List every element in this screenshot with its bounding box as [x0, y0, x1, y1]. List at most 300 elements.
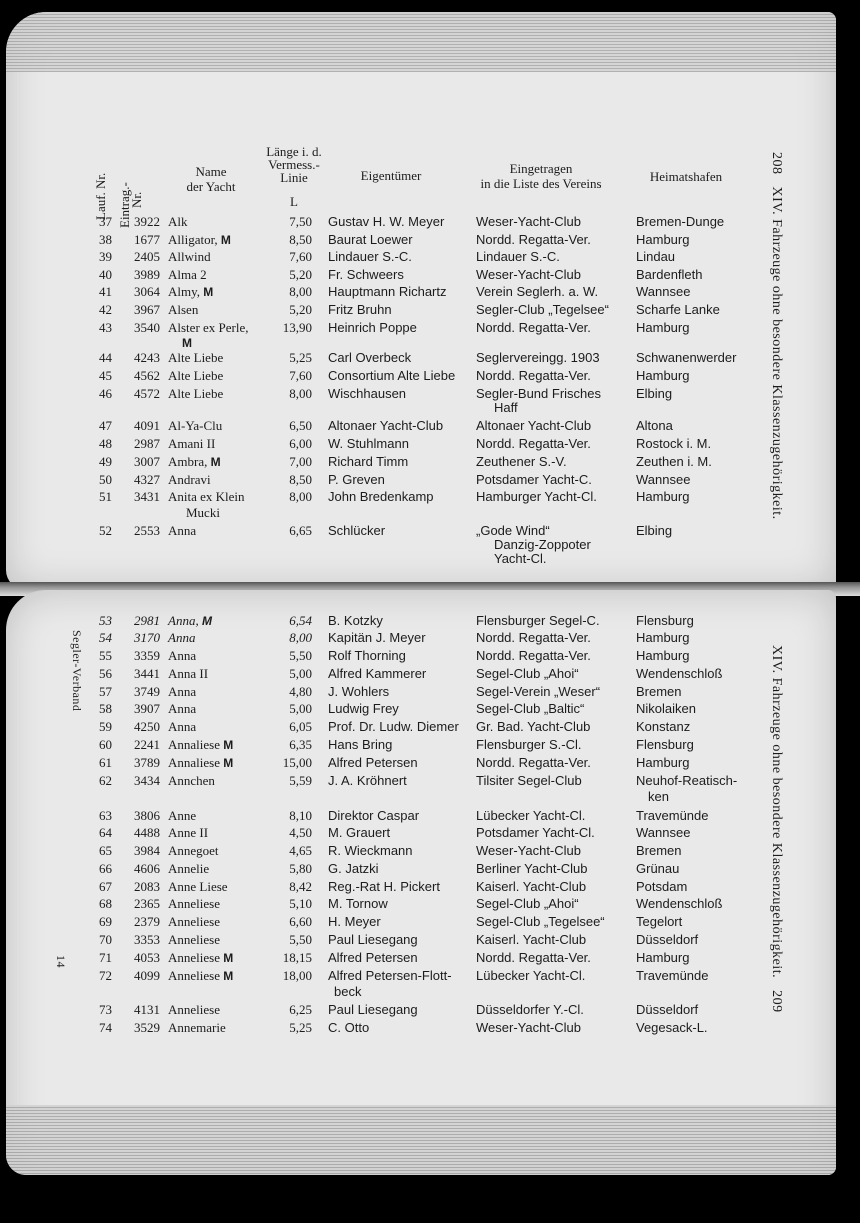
- home-harbor: Düsseldorf: [636, 932, 699, 947]
- owner: Hauptmann Richartz: [328, 284, 447, 299]
- club: Lindauer S.-C.: [476, 249, 560, 264]
- home-harbor: Bremen: [636, 843, 682, 858]
- club: Segel-Club „Baltic“: [476, 701, 585, 716]
- club: Flensburger S.-Cl.: [476, 737, 582, 752]
- club: Lübecker Yacht-Cl.: [476, 968, 586, 983]
- header-laenge-3: Linie: [280, 170, 308, 185]
- entry-number: 3789: [134, 755, 160, 770]
- club: Tilsiter Segel-Club: [476, 773, 582, 788]
- entry-number: 3984: [134, 843, 160, 858]
- home-harbor: Schwanenwerder: [636, 350, 737, 365]
- home-harbor: Elbing: [636, 523, 673, 538]
- page-209: [6, 590, 836, 1175]
- row-number: 59: [99, 719, 112, 734]
- owner: Reg.-Rat H. Pickert: [328, 879, 440, 894]
- club: Kaiserl. Yacht-Club: [476, 932, 587, 947]
- club: Segler-Club „Tegelsee“: [476, 302, 609, 317]
- motor-mark: M: [201, 614, 212, 628]
- owner: Consortium Alte Liebe: [328, 368, 456, 383]
- club-cont: Yacht-Cl.: [494, 551, 547, 566]
- entry-number: 2987: [134, 436, 160, 451]
- home-harbor: Bremen: [636, 684, 682, 699]
- home-harbor: Hamburg: [636, 950, 690, 965]
- entry-number: 3529: [134, 1020, 160, 1035]
- length-value: 6,60: [289, 914, 312, 929]
- owner: Fritz Bruhn: [328, 302, 392, 317]
- home-harbor: Travemünde: [636, 808, 709, 823]
- home-harbor: Wendenschloß: [636, 666, 723, 681]
- home-harbor: Travemünde: [636, 968, 709, 983]
- club: Segel-Club „Ahoi“: [476, 896, 579, 911]
- home-harbor: Lindau: [636, 249, 676, 264]
- home-harbor: Hamburg: [636, 320, 690, 335]
- owner: Wischhausen: [328, 386, 407, 401]
- club: Altonaer Yacht-Club: [476, 418, 592, 433]
- yacht-name: Anneliese M: [168, 950, 234, 965]
- row-number: 67: [99, 879, 112, 894]
- club: Nordd. Regatta-Ver.: [476, 648, 591, 663]
- row-number: 37: [99, 214, 112, 229]
- entry-number: 3441: [134, 666, 160, 681]
- entry-number: 2553: [134, 523, 160, 538]
- length-value: 6,54: [289, 613, 312, 628]
- row-number: 65: [99, 843, 112, 858]
- length-value: 18,00: [282, 968, 312, 983]
- length-value: 7,50: [289, 214, 312, 229]
- length-value: 5,20: [289, 302, 312, 317]
- yacht-name: Annemarie: [168, 1020, 226, 1035]
- header-eingetragen-2: in die Liste des Vereins: [480, 176, 602, 191]
- entry-number: 4606: [134, 861, 160, 876]
- yacht-name: Anna: [168, 648, 197, 663]
- owner: H. Meyer: [328, 914, 381, 929]
- entry-number: 2365: [134, 896, 160, 911]
- home-harbor: Grünau: [636, 861, 680, 876]
- yacht-name: Anne Liese: [168, 879, 228, 894]
- motor-mark: M: [223, 969, 234, 983]
- row-number: 49: [99, 454, 112, 469]
- row-number: 61: [99, 755, 112, 770]
- motor-mark: M: [223, 951, 234, 965]
- row-number: 48: [99, 436, 112, 451]
- club: Potsdamer Yacht-C.: [476, 472, 592, 487]
- entry-number: 3989: [134, 267, 160, 282]
- home-harbor: Wannsee: [636, 825, 691, 840]
- home-harbor: Düsseldorf: [636, 1002, 699, 1017]
- yacht-name: Anna: [168, 523, 197, 538]
- row-number: 53: [99, 613, 112, 628]
- length-value: 8,42: [289, 879, 312, 894]
- entry-number: 3170: [134, 630, 160, 645]
- yacht-name: Anne II: [168, 825, 209, 840]
- motor-mark: M: [182, 336, 192, 350]
- club: Nordd. Regatta-Ver.: [476, 436, 591, 451]
- home-harbor: Nikolaiken: [636, 701, 696, 716]
- length-value: 5,25: [289, 1020, 312, 1035]
- row-number: 57: [99, 684, 112, 699]
- club: Düsseldorfer Y.-Cl.: [476, 1002, 584, 1017]
- home-harbor: Altona: [636, 418, 673, 433]
- home-harbor: Scharfe Lanke: [636, 302, 720, 317]
- yacht-name: Anneliese: [168, 896, 220, 911]
- length-value: 5,80: [289, 861, 312, 876]
- home-harbor: Hamburg: [636, 489, 690, 504]
- entry-number: 4091: [134, 418, 160, 433]
- home-harbor: Rostock i. M.: [636, 436, 712, 451]
- motor-mark: M: [210, 455, 221, 469]
- entry-number: 2405: [134, 249, 160, 264]
- club: Potsdamer Yacht-Cl.: [476, 825, 595, 840]
- yacht-name: Alma 2: [168, 267, 207, 282]
- club: Weser-Yacht-Club: [476, 214, 581, 229]
- home-harbor-cont: ken: [648, 789, 669, 804]
- running-title-209: [768, 645, 784, 1013]
- row-number: 72: [99, 968, 112, 983]
- owner: Altonaer Yacht-Club: [328, 418, 444, 433]
- club: Verein Seglerh. a. W.: [476, 284, 599, 299]
- yacht-name: Alk: [168, 214, 188, 229]
- row-number: 45: [99, 368, 112, 383]
- home-harbor: Wannsee: [636, 472, 691, 487]
- home-harbor: Flensburg: [636, 613, 694, 628]
- club: Nordd. Regatta-Ver.: [476, 755, 591, 770]
- length-value: 7,00: [289, 454, 312, 469]
- yacht-name: Alte Liebe: [168, 368, 224, 383]
- length-value: 6,00: [289, 436, 312, 451]
- row-number: 51: [99, 489, 112, 504]
- row-number: 46: [99, 386, 112, 401]
- owner: Direktor Caspar: [328, 808, 420, 823]
- page-edges-bottom: [6, 1105, 836, 1175]
- owner: Heinrich Poppe: [328, 320, 417, 335]
- entry-number: 4250: [134, 719, 160, 734]
- row-number: 41: [99, 284, 112, 299]
- club: Nordd. Regatta-Ver.: [476, 320, 591, 335]
- club: Gr. Bad. Yacht-Club: [476, 719, 591, 734]
- header-eintrag-nr-1: Eintrag.-: [117, 182, 132, 228]
- club: Segler-Bund Frisches: [476, 386, 601, 401]
- club: Segel-Verein „Weser“: [476, 684, 601, 699]
- row-number: 47: [99, 418, 112, 433]
- home-harbor: Hamburg: [636, 630, 690, 645]
- entry-number: 3353: [134, 932, 160, 947]
- club: Segel-Club „Ahoi“: [476, 666, 579, 681]
- length-value: 6,05: [289, 719, 312, 734]
- length-value: 4,80: [289, 684, 312, 699]
- owner: John Bredenkamp: [328, 489, 434, 504]
- owner: Alfred Petersen: [328, 755, 418, 770]
- row-number: 66: [99, 861, 112, 876]
- length-value: 7,60: [289, 249, 312, 264]
- yacht-name: Anna: [168, 684, 197, 699]
- entry-number: 4488: [134, 825, 160, 840]
- home-harbor: Hamburg: [636, 232, 690, 247]
- header-eingetragen-1: Eingetragen: [509, 161, 573, 176]
- row-number: 40: [99, 267, 112, 282]
- yacht-name: Andravi: [168, 472, 211, 487]
- length-value: 4,65: [289, 843, 312, 858]
- left-margin-number: 14: [54, 955, 68, 968]
- owner: J. Wohlers: [328, 684, 390, 699]
- owner: Rolf Thorning: [328, 648, 406, 663]
- entry-number: 1677: [134, 232, 160, 247]
- header-lauf-nr: Lauf. Nr.: [93, 172, 108, 220]
- length-value: 6,65: [289, 523, 312, 538]
- owner: Paul Liesegang: [328, 1002, 418, 1017]
- entry-number: 2241: [134, 737, 160, 752]
- yacht-name: Anna, M: [168, 613, 212, 628]
- club: Lübecker Yacht-Cl.: [476, 808, 586, 823]
- entry-number: 4327: [134, 472, 160, 487]
- club: Nordd. Regatta-Ver.: [476, 368, 591, 383]
- row-number: 62: [99, 773, 112, 788]
- yacht-name-cont: Mucki: [186, 505, 220, 520]
- yacht-name: Annaliese M: [168, 755, 234, 770]
- row-number: 69: [99, 914, 112, 929]
- entry-number: 3922: [134, 214, 160, 229]
- length-value: 15,00: [282, 755, 312, 770]
- home-harbor: Wendenschloß: [636, 896, 723, 911]
- row-number: 56: [99, 666, 112, 681]
- yacht-name: Anna II: [168, 666, 209, 681]
- owner-cont: beck: [334, 984, 362, 999]
- page-edges-top: [6, 12, 836, 72]
- entry-number: 4099: [134, 968, 160, 983]
- entry-number: 2083: [134, 879, 160, 894]
- header-laenge-4: L: [290, 194, 298, 209]
- yacht-name: Amani II: [168, 436, 216, 451]
- club: Nordd. Regatta-Ver.: [476, 950, 591, 965]
- length-value: 8,10: [289, 808, 312, 823]
- owner: Richard Timm: [328, 454, 409, 469]
- home-harbor: Bremen-Dunge: [636, 214, 725, 229]
- home-harbor: Potsdam: [636, 879, 688, 894]
- yacht-name: Anneliese M: [168, 968, 234, 983]
- length-value: 8,00: [289, 386, 312, 401]
- home-harbor: Konstanz: [636, 719, 691, 734]
- owner: Carl Overbeck: [328, 350, 412, 365]
- row-number: 38: [99, 232, 112, 247]
- entry-number: 4131: [134, 1002, 160, 1017]
- length-value: 8,00: [289, 489, 312, 504]
- row-number: 70: [99, 932, 112, 947]
- club: Segel-Club „Tegelsee“: [476, 914, 605, 929]
- owner: Fr. Schweers: [328, 267, 404, 282]
- entry-number: 3007: [134, 454, 160, 469]
- motor-mark: M: [220, 233, 231, 247]
- header-heimatshafen: Heimatshafen: [649, 169, 723, 184]
- owner: Gustav H. W. Meyer: [328, 214, 445, 229]
- row-number: 71: [99, 950, 112, 965]
- yacht-name: Anna: [168, 701, 197, 716]
- length-value: 18,15: [282, 950, 312, 965]
- row-number: 43: [99, 320, 112, 335]
- home-harbor: Hamburg: [636, 368, 690, 383]
- entry-number: 4243: [134, 350, 160, 365]
- owner: R. Wieckmann: [328, 843, 413, 858]
- yacht-name: Alster ex Perle,: [168, 320, 249, 335]
- club: Weser-Yacht-Club: [476, 267, 581, 282]
- home-harbor: Zeuthen i. M.: [636, 454, 712, 469]
- yacht-name: Annegoet: [168, 843, 219, 858]
- entry-number: 3540: [134, 320, 160, 335]
- owner: C. Otto: [328, 1020, 370, 1035]
- home-harbor: Hamburg: [636, 648, 690, 663]
- home-harbor: Wannsee: [636, 284, 691, 299]
- header-eintrag-nr-2: Nr.: [129, 191, 144, 208]
- page-number-209: 209: [769, 990, 784, 1013]
- row-number: 64: [99, 825, 112, 840]
- owner: Prof. Dr. Ludw. Diemer: [328, 719, 459, 734]
- club: Berliner Yacht-Club: [476, 861, 588, 876]
- row-number: 39: [99, 249, 112, 264]
- home-harbor: Elbing: [636, 386, 673, 401]
- home-harbor: Flensburg: [636, 737, 694, 752]
- length-value: 6,25: [289, 1002, 312, 1017]
- owner: P. Greven: [328, 472, 385, 487]
- row-number: 60: [99, 737, 112, 752]
- club: Seglervereingg. 1903: [476, 350, 600, 365]
- yacht-name: Alsen: [168, 302, 199, 317]
- length-value: 5,20: [289, 267, 312, 282]
- length-value: 13,90: [282, 320, 312, 335]
- owner: Hans Bring: [328, 737, 393, 752]
- entry-number: 4562: [134, 368, 160, 383]
- entry-number: 2981: [134, 613, 160, 628]
- entry-number: 3749: [134, 684, 160, 699]
- header-name-1: Name: [195, 164, 227, 179]
- owner: Lindauer S.-C.: [328, 249, 412, 264]
- owner: Kapitän J. Meyer: [328, 630, 426, 645]
- club: Hamburger Yacht-Cl.: [476, 489, 597, 504]
- motor-mark: M: [223, 738, 234, 752]
- owner: Alfred Petersen-Flott-: [328, 968, 452, 983]
- length-value: 5,10: [289, 896, 312, 911]
- row-number: 63: [99, 808, 112, 823]
- yacht-name: Anna: [168, 630, 196, 645]
- row-number: 50: [99, 472, 112, 487]
- header-eigentuemer: Eigentümer: [360, 168, 422, 183]
- entry-number: 4053: [134, 950, 160, 965]
- length-value: 8,50: [289, 232, 312, 247]
- owner: B. Kotzky: [328, 613, 383, 628]
- yacht-name: Alte Liebe: [168, 386, 224, 401]
- owner: Schlücker: [328, 523, 386, 538]
- row-number: 68: [99, 896, 112, 911]
- yacht-name: Al-Ya-Clu: [168, 418, 223, 433]
- owner: Ludwig Frey: [328, 701, 399, 716]
- yacht-name: Almy, M: [168, 284, 214, 299]
- club-cont: Haff: [494, 400, 518, 415]
- club: Flensburger Segel-C.: [476, 613, 600, 628]
- entry-number: 3907: [134, 701, 160, 716]
- owner: Paul Liesegang: [328, 932, 418, 947]
- yacht-name: Annchen: [168, 773, 215, 788]
- club: Weser-Yacht-Club: [476, 1020, 581, 1035]
- header-laenge-2: Vermess.-: [268, 157, 320, 172]
- row-number: 58: [99, 701, 112, 716]
- entry-number: 3359: [134, 648, 160, 663]
- length-value: 5,00: [289, 701, 312, 716]
- owner: J. A. Kröhnert: [328, 773, 407, 788]
- entry-number: 3064: [134, 284, 160, 299]
- club-cont: Danzig-Zoppoter: [494, 537, 591, 552]
- home-harbor: Vegesack-L.: [636, 1020, 708, 1035]
- header-laenge-1: Länge i. d.: [266, 144, 322, 159]
- owner: G. Jatzki: [328, 861, 379, 876]
- entry-number: 3806: [134, 808, 160, 823]
- yacht-name: Anna: [168, 719, 197, 734]
- entry-number: 4572: [134, 386, 160, 401]
- length-value: 7,60: [289, 368, 312, 383]
- length-value: 5,59: [289, 773, 312, 788]
- entry-number: 3967: [134, 302, 160, 317]
- length-value: 5,50: [289, 932, 312, 947]
- length-value: 8,00: [289, 284, 312, 299]
- club: Nordd. Regatta-Ver.: [476, 232, 591, 247]
- row-number: 55: [99, 648, 112, 663]
- yacht-name: Anne: [168, 808, 197, 823]
- entry-number: 3434: [134, 773, 160, 788]
- length-value: 6,35: [289, 737, 312, 752]
- club: Kaiserl. Yacht-Club: [476, 879, 587, 894]
- yacht-name: Anneliese: [168, 914, 220, 929]
- length-value: 6,50: [289, 418, 312, 433]
- row-number: 44: [99, 350, 112, 365]
- owner: Alfred Petersen: [328, 950, 418, 965]
- length-value: 8,00: [289, 630, 312, 645]
- page-number-208: 208: [769, 152, 784, 175]
- row-number: 42: [99, 302, 112, 317]
- club: Nordd. Regatta-Ver.: [476, 630, 591, 645]
- motor-mark: M: [203, 285, 214, 299]
- running-title-208: [768, 152, 784, 520]
- owner: Alfred Kammerer: [328, 666, 427, 681]
- length-value: 4,50: [289, 825, 312, 840]
- club: „Gode Wind“: [476, 523, 550, 538]
- home-harbor: Bardenfleth: [636, 267, 703, 282]
- running-title-text-208: XIV. Fahrzeuge ohne besondere Klassenzugehörigkeit.: [769, 186, 784, 520]
- yacht-name: Allwind: [168, 249, 211, 264]
- owner: M. Grauert: [328, 825, 391, 840]
- yacht-name: Ambra, M: [168, 454, 221, 469]
- yacht-name: Anneliese: [168, 1002, 220, 1017]
- header-name-2: der Yacht: [186, 179, 236, 194]
- owner: W. Stuhlmann: [328, 436, 409, 451]
- club: Weser-Yacht-Club: [476, 843, 581, 858]
- length-value: 5,25: [289, 350, 312, 365]
- page-208: [6, 12, 836, 590]
- row-number: 73: [99, 1002, 112, 1017]
- owner: Baurat Loewer: [328, 232, 413, 247]
- entry-number: 2379: [134, 914, 160, 929]
- length-value: 5,50: [289, 648, 312, 663]
- running-title-text-209: XIV. Fahrzeuge ohne besondere Klassenzugehörigkeit.: [769, 645, 784, 979]
- row-number: 54: [99, 630, 112, 645]
- left-margin-label: Segler-Verband: [70, 630, 84, 712]
- motor-mark: M: [223, 756, 234, 770]
- yacht-name: Alligator, M: [168, 232, 231, 247]
- home-harbor: Tegelort: [636, 914, 683, 929]
- entry-number: 3431: [134, 489, 160, 504]
- yacht-name: Anita ex Klein: [168, 489, 245, 504]
- length-value: 8,50: [289, 472, 312, 487]
- home-harbor: Hamburg: [636, 755, 690, 770]
- row-number: 74: [99, 1020, 112, 1035]
- yacht-name: Alte Liebe: [168, 350, 224, 365]
- yacht-name: Annelie: [168, 861, 210, 876]
- club: Zeuthener S.-V.: [476, 454, 567, 469]
